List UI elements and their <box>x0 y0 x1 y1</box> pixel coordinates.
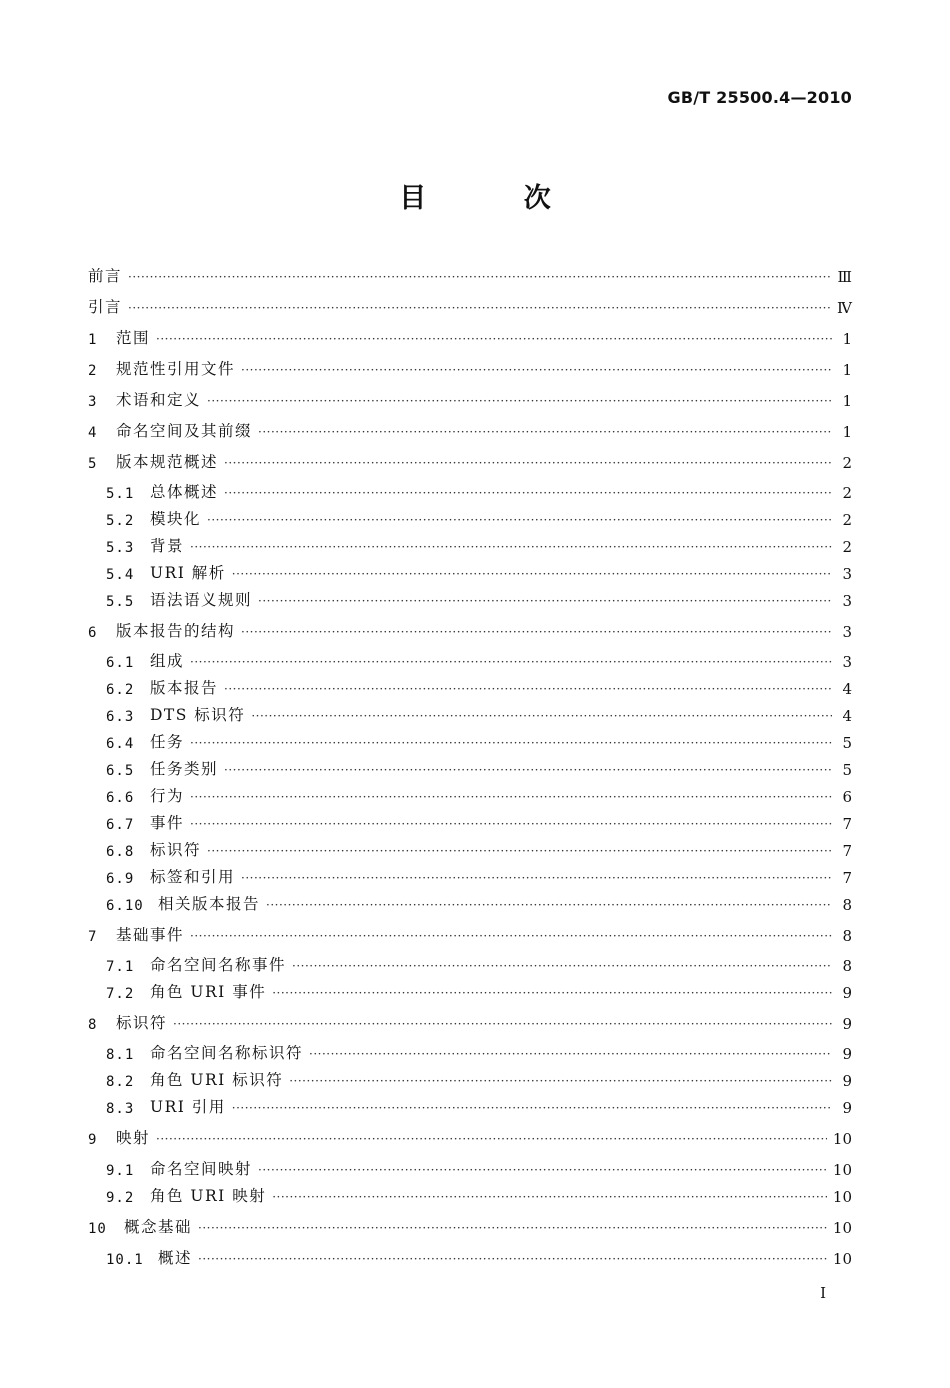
toc-entry[interactable] <box>88 260 852 286</box>
toc-entry-number: 5.3 <box>106 540 135 556</box>
toc-entry-page: 8 <box>842 896 852 914</box>
toc-entry-page: 2 <box>842 538 852 556</box>
toc-entry[interactable] <box>106 949 852 975</box>
toc-entry-page: 10 <box>832 1219 852 1237</box>
toc-entry-title: 标签和引用 <box>150 868 236 886</box>
standard-code: GB/T 25500.4—2010 <box>667 88 852 107</box>
page-title: 目 次 <box>399 183 595 214</box>
toc-entry-page: 9 <box>842 1072 852 1090</box>
toc-entry-page: 8 <box>842 957 852 975</box>
toc-entry-title: 行为 <box>150 787 185 805</box>
toc-entry[interactable] <box>106 530 852 556</box>
dot-leader <box>190 538 832 556</box>
toc-entry-number: 1 <box>88 332 98 348</box>
toc-entry-page: 1 <box>842 392 852 410</box>
dot-leader <box>266 896 832 914</box>
toc-entry-page: 3 <box>842 565 852 583</box>
toc-entry-number: 6.5 <box>106 763 135 779</box>
dot-leader <box>190 734 832 752</box>
dot-leader <box>241 623 832 641</box>
dot-leader <box>251 707 832 725</box>
toc-entry[interactable] <box>106 476 852 502</box>
toc-entry-title: 角色 URI 映射 <box>150 1187 267 1205</box>
toc-entry-title: 引言 <box>88 298 123 316</box>
toc-entry-title: 术语和定义 <box>116 391 202 409</box>
toc-entry-number: 6.2 <box>106 682 135 698</box>
toc-entry-number: 10 <box>88 1221 107 1237</box>
toc-entry-page: 9 <box>842 1015 852 1033</box>
toc-entry[interactable] <box>106 503 852 529</box>
toc-entry-number: 2 <box>88 363 98 379</box>
dot-leader <box>207 842 832 860</box>
toc-entry-number: 6.4 <box>106 736 135 752</box>
toc-entry-title: 版本规范概述 <box>116 453 219 471</box>
dot-leader <box>292 957 832 975</box>
dot-leader <box>156 1130 827 1148</box>
toc-entry-title: 任务类别 <box>150 760 219 778</box>
toc-entry-number: 4 <box>88 425 98 441</box>
dot-leader <box>272 1188 827 1206</box>
toc-entry-number: 8.3 <box>106 1101 135 1117</box>
toc-entry-page: 2 <box>842 454 852 472</box>
toc-entry[interactable] <box>106 1153 852 1179</box>
toc-entry-number: 5.4 <box>106 567 135 583</box>
toc-entry[interactable] <box>106 780 852 806</box>
toc-entry-title: 组成 <box>150 652 185 670</box>
toc-entry[interactable] <box>106 834 852 860</box>
toc-entry[interactable] <box>106 584 852 610</box>
toc-entry-title: 概念基础 <box>124 1218 193 1236</box>
toc-entry[interactable] <box>106 699 852 725</box>
dot-leader <box>128 268 832 286</box>
toc-entry-number: 7.1 <box>106 959 135 975</box>
toc-entry-page: 4 <box>842 707 852 725</box>
toc-entry-page: 5 <box>842 734 852 752</box>
toc-entry-page: Ⅳ <box>837 299 852 317</box>
toc-entry[interactable] <box>88 353 852 379</box>
toc-entry-title: 总体概述 <box>150 483 219 501</box>
dot-leader <box>258 1161 827 1179</box>
toc-entry[interactable] <box>88 446 852 472</box>
dot-leader <box>232 565 832 583</box>
toc-entry[interactable] <box>88 1211 852 1237</box>
toc-entry-page: 1 <box>842 361 852 379</box>
toc-entry-number: 8 <box>88 1017 98 1033</box>
toc-entry[interactable] <box>106 861 852 887</box>
toc-entry-number: 6.9 <box>106 871 135 887</box>
toc-entry-title: 语法语义规则 <box>150 591 253 609</box>
toc-entry[interactable] <box>106 1037 852 1063</box>
dot-leader <box>258 592 832 610</box>
toc-entry-number: 6 <box>88 625 98 641</box>
toc-entry-title: 角色 URI 标识符 <box>150 1071 284 1089</box>
toc-entry[interactable] <box>106 726 852 752</box>
toc-entry-number: 5.1 <box>106 486 135 502</box>
toc-entry-page: 10 <box>832 1130 852 1148</box>
toc-entry-page: 3 <box>842 592 852 610</box>
toc-entry-page: 10 <box>832 1250 852 1268</box>
toc-entry[interactable] <box>106 645 852 671</box>
toc-entry-page: 3 <box>842 653 852 671</box>
toc-entry-title: 基础事件 <box>116 926 185 944</box>
toc-entry[interactable] <box>106 1242 852 1268</box>
toc-entry-number: 5.5 <box>106 594 135 610</box>
toc-entry-page: 1 <box>842 330 852 348</box>
toc-entry[interactable] <box>88 291 852 317</box>
toc-entry-number: 8.2 <box>106 1074 135 1090</box>
toc-entry-title: 命名空间及其前缀 <box>116 422 253 440</box>
toc-entry-title: 概述 <box>158 1249 193 1267</box>
toc-entry-title: DTS 标识符 <box>150 706 246 724</box>
toc-entry-title: 命名空间名称事件 <box>150 956 287 974</box>
toc-entry[interactable] <box>106 753 852 779</box>
toc-entry[interactable] <box>106 557 852 583</box>
dot-leader <box>190 815 832 833</box>
dot-leader <box>272 984 832 1002</box>
toc-entry-page: 8 <box>842 927 852 945</box>
toc-entry[interactable] <box>106 1180 852 1206</box>
toc-entry-title: URI 解析 <box>150 564 226 582</box>
toc-entry-title: 标识符 <box>150 841 202 859</box>
toc-entry-page: 1 <box>842 423 852 441</box>
toc-entry-title: 版本报告 <box>150 679 219 697</box>
toc-entry-title: 背景 <box>150 537 185 555</box>
toc-entry-page: 4 <box>842 680 852 698</box>
toc-entry-page: 9 <box>842 984 852 1002</box>
toc-entry[interactable] <box>106 672 852 698</box>
toc-entry-page: 7 <box>842 815 852 833</box>
toc-entry-number: 6.6 <box>106 790 135 806</box>
toc-entry-title: 版本报告的结构 <box>116 622 236 640</box>
dot-leader <box>224 484 832 502</box>
dot-leader <box>128 299 831 317</box>
toc-entry[interactable] <box>106 976 852 1002</box>
toc-entry-page: 9 <box>842 1099 852 1117</box>
toc-entry-number: 5.2 <box>106 513 135 529</box>
toc-entry-page: 9 <box>842 1045 852 1063</box>
dot-leader <box>190 927 832 945</box>
toc-entry-number: 6.7 <box>106 817 135 833</box>
dot-leader <box>173 1015 832 1033</box>
toc-entry-number: 9.1 <box>106 1163 135 1179</box>
dot-leader <box>198 1219 827 1237</box>
toc-entry-title: 规范性引用文件 <box>116 360 236 378</box>
dot-leader <box>224 680 832 698</box>
toc-entry-page: 10 <box>832 1161 852 1179</box>
dot-leader <box>241 361 832 379</box>
toc-entry-title: 标识符 <box>116 1014 168 1032</box>
toc-entry-number: 6.3 <box>106 709 135 725</box>
toc-entry-page: 2 <box>842 511 852 529</box>
dot-leader <box>190 788 832 806</box>
toc-entry-number: 6.1 <box>106 655 135 671</box>
toc-entry-number: 6.10 <box>106 898 144 914</box>
toc-entry[interactable] <box>88 1122 852 1148</box>
toc-entry-title: 命名空间名称标识符 <box>150 1044 304 1062</box>
toc-entry-number: 7 <box>88 929 98 945</box>
toc-entry-title: 前言 <box>88 267 123 285</box>
toc-entry-number: 6.8 <box>106 844 135 860</box>
toc-entry-page: 3 <box>842 623 852 641</box>
toc-entry[interactable] <box>106 1064 852 1090</box>
toc-entry-title: 模块化 <box>150 510 202 528</box>
toc-entry-number: 8.1 <box>106 1047 135 1063</box>
toc-entry-title: URI 引用 <box>150 1098 226 1116</box>
toc-entry-title: 任务 <box>150 733 185 751</box>
toc-entry[interactable] <box>88 384 852 410</box>
toc-entry-title: 映射 <box>116 1129 151 1147</box>
toc-entry[interactable] <box>106 1091 852 1117</box>
page-folio: I <box>820 1284 826 1302</box>
toc-entry-number: 3 <box>88 394 98 410</box>
toc-entry-number: 9 <box>88 1132 98 1148</box>
toc-entry-number: 10.1 <box>106 1252 144 1268</box>
toc-entry-page: 7 <box>842 869 852 887</box>
toc-entry-page: 6 <box>842 788 852 806</box>
toc-entry-number: 7.2 <box>106 986 135 1002</box>
toc-entry[interactable] <box>88 615 852 641</box>
toc-entry-title: 角色 URI 事件 <box>150 983 267 1001</box>
toc-entry-page: 2 <box>842 484 852 502</box>
dot-leader <box>190 653 832 671</box>
dot-leader <box>309 1045 832 1063</box>
toc-entry-page: 10 <box>832 1188 852 1206</box>
dot-leader <box>224 761 832 779</box>
dot-leader <box>156 330 832 348</box>
toc-entry-title: 命名空间映射 <box>150 1160 253 1178</box>
toc-entry-title: 事件 <box>150 814 185 832</box>
toc-entry-number: 9.2 <box>106 1190 135 1206</box>
dot-leader <box>207 511 832 529</box>
toc-entry[interactable] <box>106 807 852 833</box>
dot-leader <box>241 869 832 887</box>
dot-leader <box>224 454 832 472</box>
toc-entry[interactable] <box>88 415 852 441</box>
toc-entry-title: 相关版本报告 <box>158 895 261 913</box>
toc-entry[interactable] <box>88 1007 852 1033</box>
dot-leader <box>289 1072 832 1090</box>
toc-entry-number: 5 <box>88 456 98 472</box>
toc-entry-page: 7 <box>842 842 852 860</box>
dot-leader <box>198 1250 827 1268</box>
toc-entry[interactable] <box>88 919 852 945</box>
dot-leader <box>258 423 832 441</box>
toc-entry-title: 范围 <box>116 329 151 347</box>
toc-entry[interactable] <box>88 322 852 348</box>
toc-entry-page: 5 <box>842 761 852 779</box>
dot-leader <box>232 1099 832 1117</box>
toc-entry[interactable] <box>106 888 852 914</box>
dot-leader <box>207 392 832 410</box>
toc-entry-page: Ⅲ <box>837 268 852 286</box>
